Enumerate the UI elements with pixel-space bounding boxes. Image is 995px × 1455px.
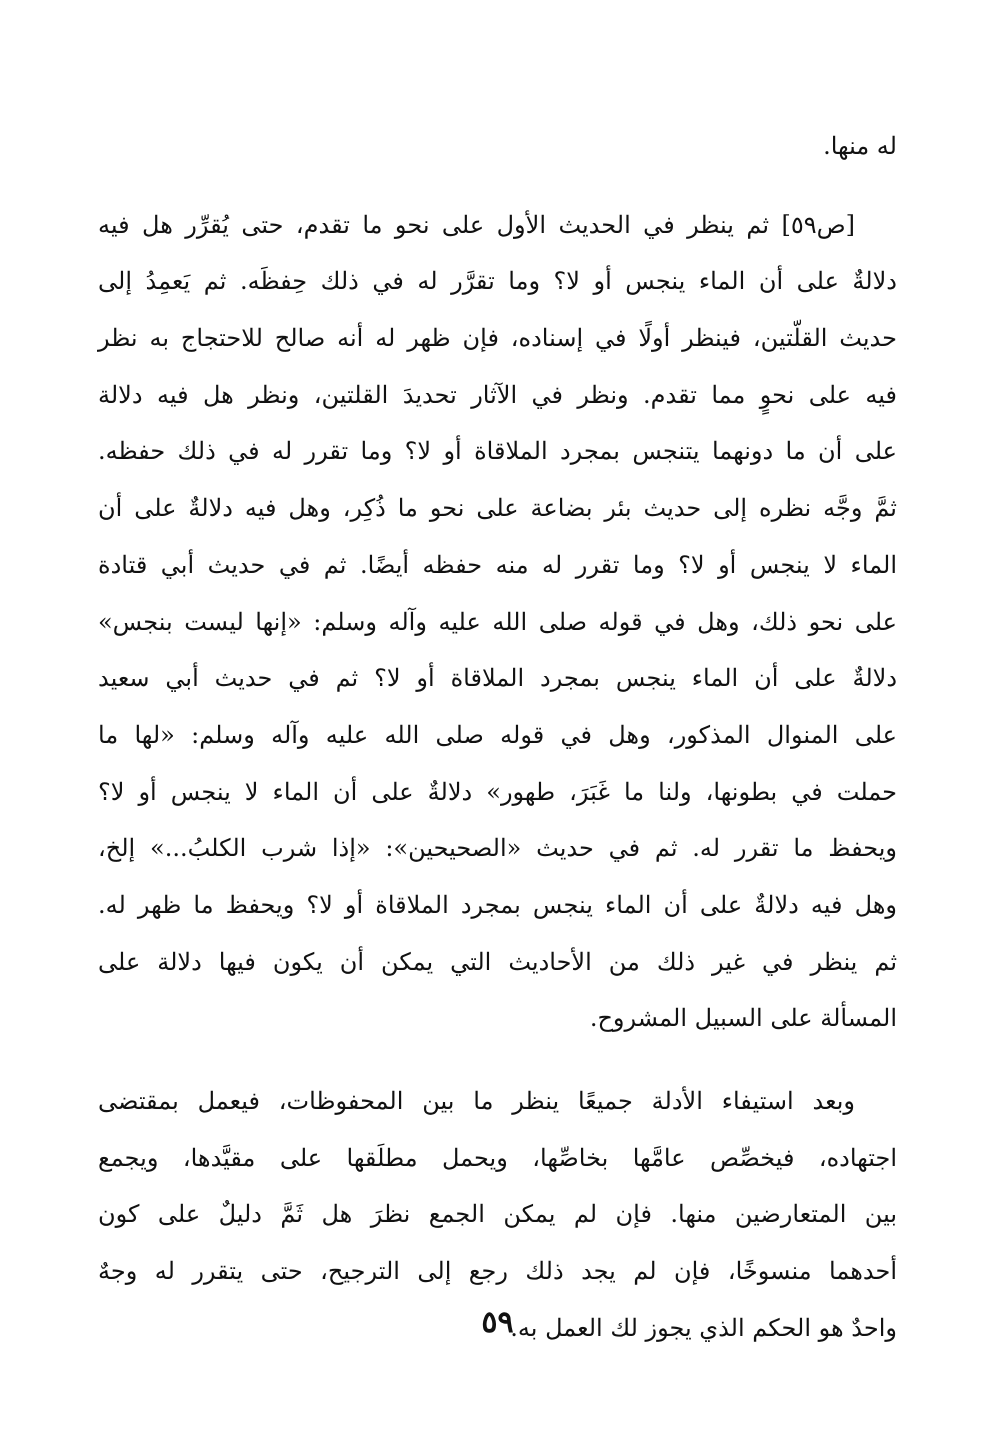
text-line: المسألة على السبيل المشروح. [589,1004,897,1033]
paragraph-continuation [98,118,897,175]
text-line: [ص٥٩] ثم ينظر في الحديث الأول على نحو ما تقدم، حتى يُقرِّر هل فيه [98,210,855,239]
page-number: ٥٩ [481,1305,514,1340]
text-line: وبعد استيفاء الأدلة جميعًا ينظر ما بين المحفوظات، فيعمل بمقتضى [98,1087,855,1115]
text-line: على أن ما دونهما يتنجس بمجرد الملاقاة أو لا؟ وما تقرر له في ذلك حفظه. [98,437,897,466]
page-body-text [98,118,897,1356]
text-line: دلالةٌ على أن الماء ينجس أو لا؟ وما تقرَّر له في ذلك حِفظَه. ثم يَعمِدُ إلى [98,267,897,296]
text-line: ثمَّ وجَّه نظره إلى حديث بئر بضاعة على نحو ما ذُكِر، وهل فيه دلالةٌ على أن [98,494,897,523]
text-line: ثم ينظر في غير ذلك من الأحاديث التي يمكن أن يكون فيها دلالة على [98,947,897,976]
text-line: حملت في بطونها، ولنا ما غَبَرَ، طهور» دلالةٌ على أن الماء لا ينجس أو لا؟ [98,777,898,806]
text-line: ويحفظ ما تقرر له. ثم في حديث «الصحيحين»: «إذا شرب الكلبُ...» إلخ، [98,834,897,863]
text-line: بين المتعارضين منها. فإن لم يمكن الجمع نظرَ هل ثَمَّ دليلٌ على كون [98,1200,897,1229]
paragraph-main [98,197,897,1047]
text-line: أحدهما منسوخًا، فإن لم يجد ذلك رجع إلى الترجيح، حتى يتقرر له وجهٌ [98,1257,897,1286]
text-line: على نحو ذلك، وهل في قوله صلى الله عليه وآله وسلم: «إنها ليست بنجس» [98,607,897,636]
text-line: له منها. [823,132,897,160]
text-line: فيه على نحوٍ مما تقدم. ونظر في الآثار تحديدَ القلتين، ونظر هل فيه دلالة [98,380,897,409]
text-line: وهل فيه دلالةٌ على أن الماء ينجس بمجرد الملاقاة أو لا؟ ويحفظ ما ظهر له. [98,890,897,919]
text-line: حديث القلّتين، فينظر أولًا في إسناده، فإن ظهر له أنه صالح للاحتجاج به نظر [98,324,897,353]
text-line: واحدٌ هو الحكم الذي يجوز لك العمل به. [510,1313,897,1342]
text-line: دلالةٌ على أن الماء ينجس بمجرد الملاقاة أو لا؟ ثم في حديث أبي سعيد [98,664,898,693]
text-line: الماء لا ينجس أو لا؟ وما تقرر له منه حفظه أيضًا. ثم في حديث أبي قتادة [98,550,898,579]
text-line: على المنوال المذكور، وهل في قوله صلى الله عليه وآله وسلم: «لها ما [98,720,897,749]
text-line: اجتهاده، فيخصِّص عامَّها بخاصِّها، ويحمل مطلَقها على مقيَّدها، ويجمع [98,1143,897,1172]
